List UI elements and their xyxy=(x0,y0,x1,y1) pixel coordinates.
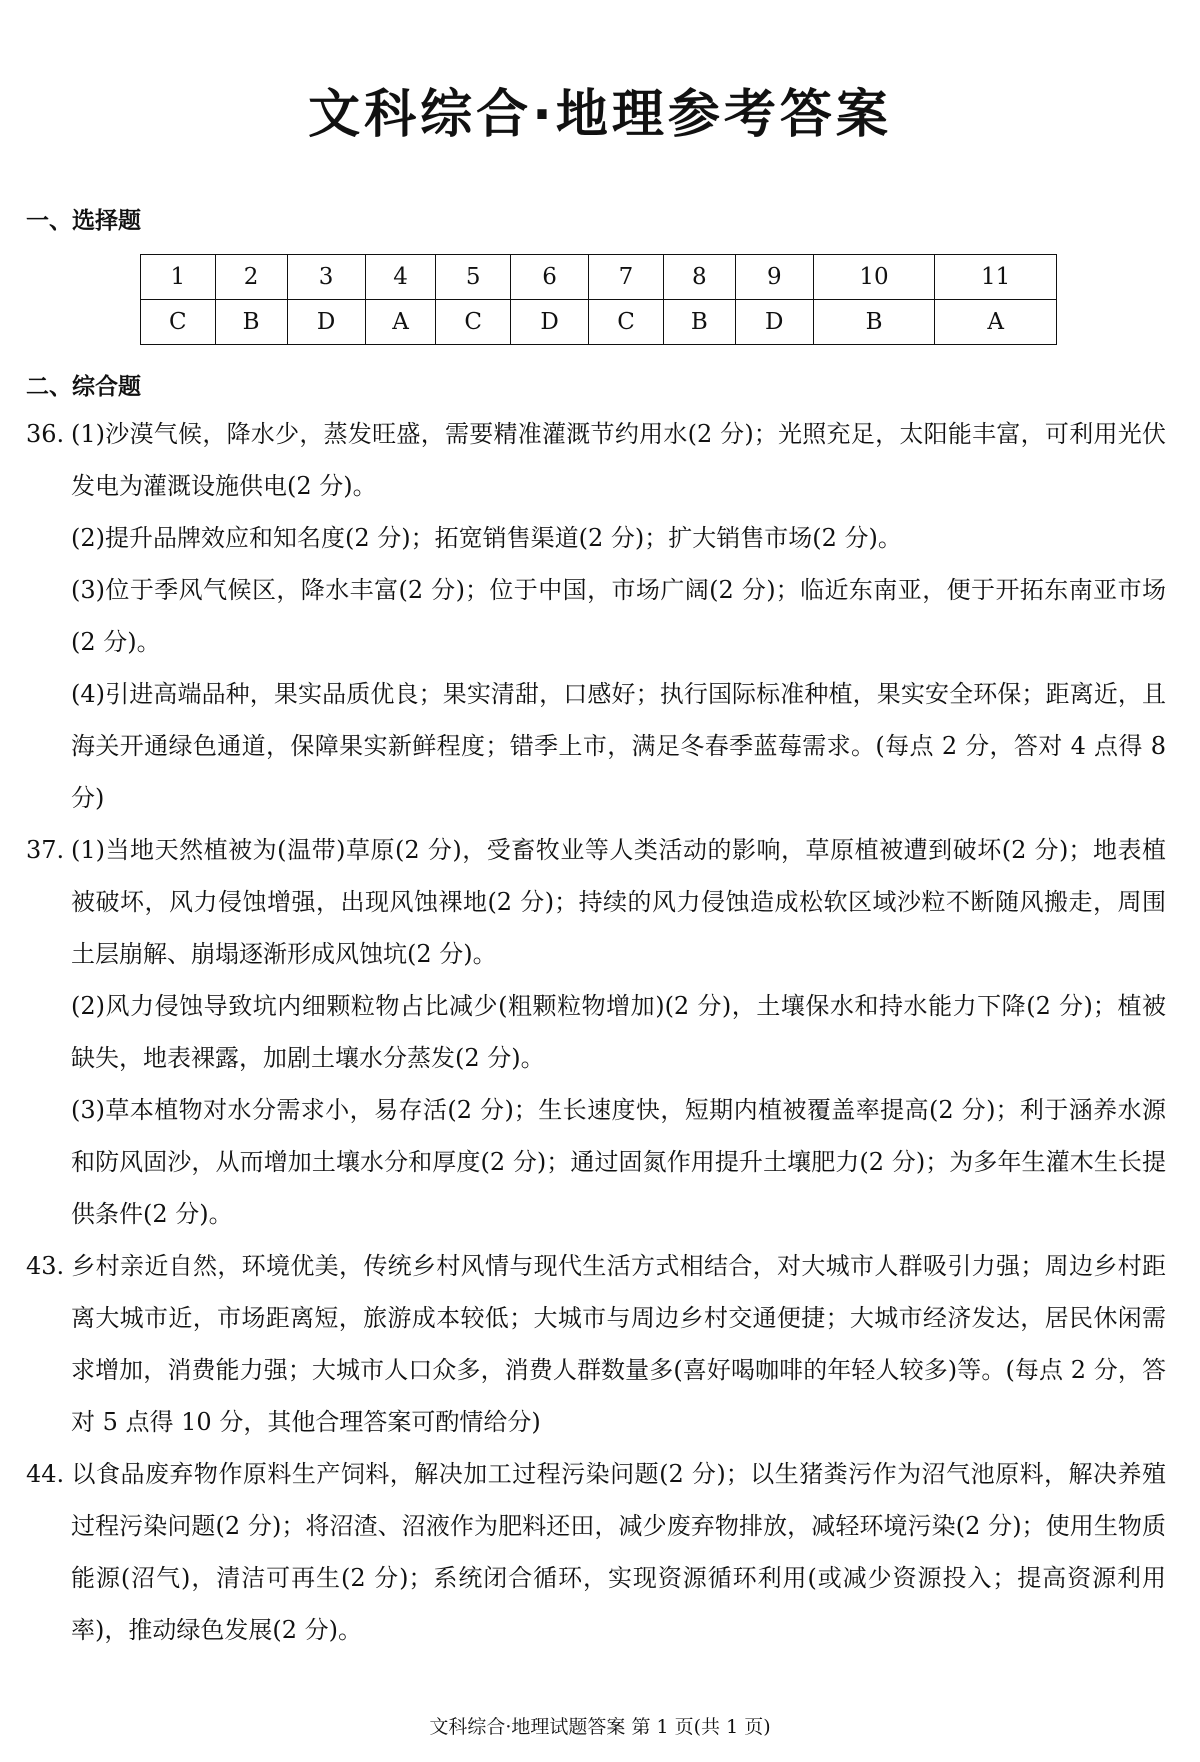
answer-text: (1)沙漠气候，降水少，蒸发旺盛，需要精准灌溉节约用水(2 分)；光照充足，太阳能丰富，可利用光伏发电为灌溉设施供电(2 分)。 xyxy=(71,420,1166,500)
answer-36-part-3: (3)位于季风气候区，降水丰富(2 分)；位于中国，市场广阔(2 分)；临近东南亚，便于开拓东南亚市场(2 分)。 xyxy=(71,576,1166,656)
answer-cell: A xyxy=(365,300,436,345)
question-number-44: 44. xyxy=(26,1460,65,1488)
answer-36-part-2: (2)提升品牌效应和知名度(2 分)；拓宽销售渠道(2 分)；扩大销售市场(2 分)。 xyxy=(71,524,902,552)
question-number-36: 36. xyxy=(26,420,65,448)
answer-text: 以食品废弃物作原料生产饲料，解决加工过程污染问题(2 分)；以生猪粪污作为沼气池原料，解决养殖过程污染问题(2 分)；将沼渣、沼液作为肥料还田，减少废弃物排放，减轻环境污染(2 分)；使用生物质能源(沼气)，清洁可再生(2 分)；系统闭合循环，实现资源循环利用(或减少资源投入；提高资源利用率)，推动绿色发展(2 分)。 xyxy=(71,1460,1166,1644)
answer-cell: C xyxy=(141,300,216,345)
section-heading-comprehensive: 二、综合题 xyxy=(26,374,141,400)
answer-table xyxy=(140,254,1057,345)
answer-36-part-4: (4)引进高端品种，果实品质优良；果实清甜，口感好；执行国际标准种植，果实安全环保；距离近，且海关开通绿色通道，保障果实新鲜程度；错季上市，满足冬春季蓝莓需求。(每点 2 分，答对 4 点得 8 分) xyxy=(71,680,1166,812)
answer-44 xyxy=(26,1448,1166,1656)
answer-cell: D xyxy=(511,300,589,345)
question-number-cell: 10 xyxy=(813,255,935,300)
question-number-43: 43. xyxy=(26,1252,65,1280)
question-number-cell: 9 xyxy=(735,255,813,300)
answer-37-part-2: (2)风力侵蚀导致坑内细颗粒物占比减少(粗颗粒物增加)(2 分)，土壤保水和持水能力下降(2 分)；植被缺失，地表裸露，加剧土壤水分蒸发(2 分)。 xyxy=(71,992,1166,1072)
answer-text: (1)当地天然植被为(温带)草原(2 分)，受畜牧业等人类活动的影响，草原植被遭到破坏(2 分)；地表植被破坏，风力侵蚀增强，出现风蚀裸地(2 分)；持续的风力侵蚀造成松软区域沙粒不断随风搬走，周围土层崩解、崩塌逐渐形成风蚀坑(2 分)。 xyxy=(71,836,1166,968)
question-number-cell: 2 xyxy=(215,255,287,300)
answer-cell: B xyxy=(663,300,735,345)
answer-cell: C xyxy=(436,300,511,345)
answer-cell: C xyxy=(589,300,664,345)
page-footer: 文科综合·地理试题答案 第 1 页(共 1 页) xyxy=(429,1716,771,1738)
question-number-cell: 6 xyxy=(511,255,589,300)
page-title: 文科综合·地理参考答案 xyxy=(308,85,892,145)
question-number-cell: 5 xyxy=(436,255,511,300)
answer-43 xyxy=(26,1240,1166,1448)
question-number-cell: 3 xyxy=(287,255,365,300)
answer-cell: B xyxy=(215,300,287,345)
question-number-cell: 11 xyxy=(935,255,1057,300)
question-number-cell: 7 xyxy=(589,255,664,300)
question-number-37: 37. xyxy=(26,836,65,864)
comprehensive-answers xyxy=(26,408,1166,1656)
answer-cell: D xyxy=(287,300,365,345)
answer-37-part-1 xyxy=(26,824,1166,980)
answer-36-part-1 xyxy=(26,408,1166,512)
section-heading-choice: 一、选择题 xyxy=(26,208,141,234)
answer-cell: D xyxy=(735,300,813,345)
answer-cell: A xyxy=(935,300,1057,345)
question-number-cell: 8 xyxy=(663,255,735,300)
question-number-cell: 4 xyxy=(365,255,436,300)
question-number-cell: 1 xyxy=(141,255,216,300)
answer-37-part-3: (3)草本植物对水分需求小，易存活(2 分)；生长速度快，短期内植被覆盖率提高(2 分)；利于涵养水源和防风固沙，从而增加土壤水分和厚度(2 分)；通过固氮作用提升土壤肥力(2 分)；为多年生灌木生长提供条件(2 分)。 xyxy=(71,1096,1166,1228)
answer-row xyxy=(141,300,1057,345)
answer-text: 乡村亲近自然，环境优美，传统乡村风情与现代生活方式相结合，对大城市人群吸引力强；周边乡村距离大城市近，市场距离短，旅游成本较低；大城市与周边乡村交通便捷；大城市经济发达，居民休闲需求增加，消费能力强；大城市人口众多，消费人群数量多(喜好喝咖啡的年轻人较多)等。(每点 2 分，答对 5 点得 10 分，其他合理答案可酌情给分) xyxy=(71,1252,1166,1436)
question-number-row xyxy=(141,255,1057,300)
answer-cell: B xyxy=(813,300,935,345)
